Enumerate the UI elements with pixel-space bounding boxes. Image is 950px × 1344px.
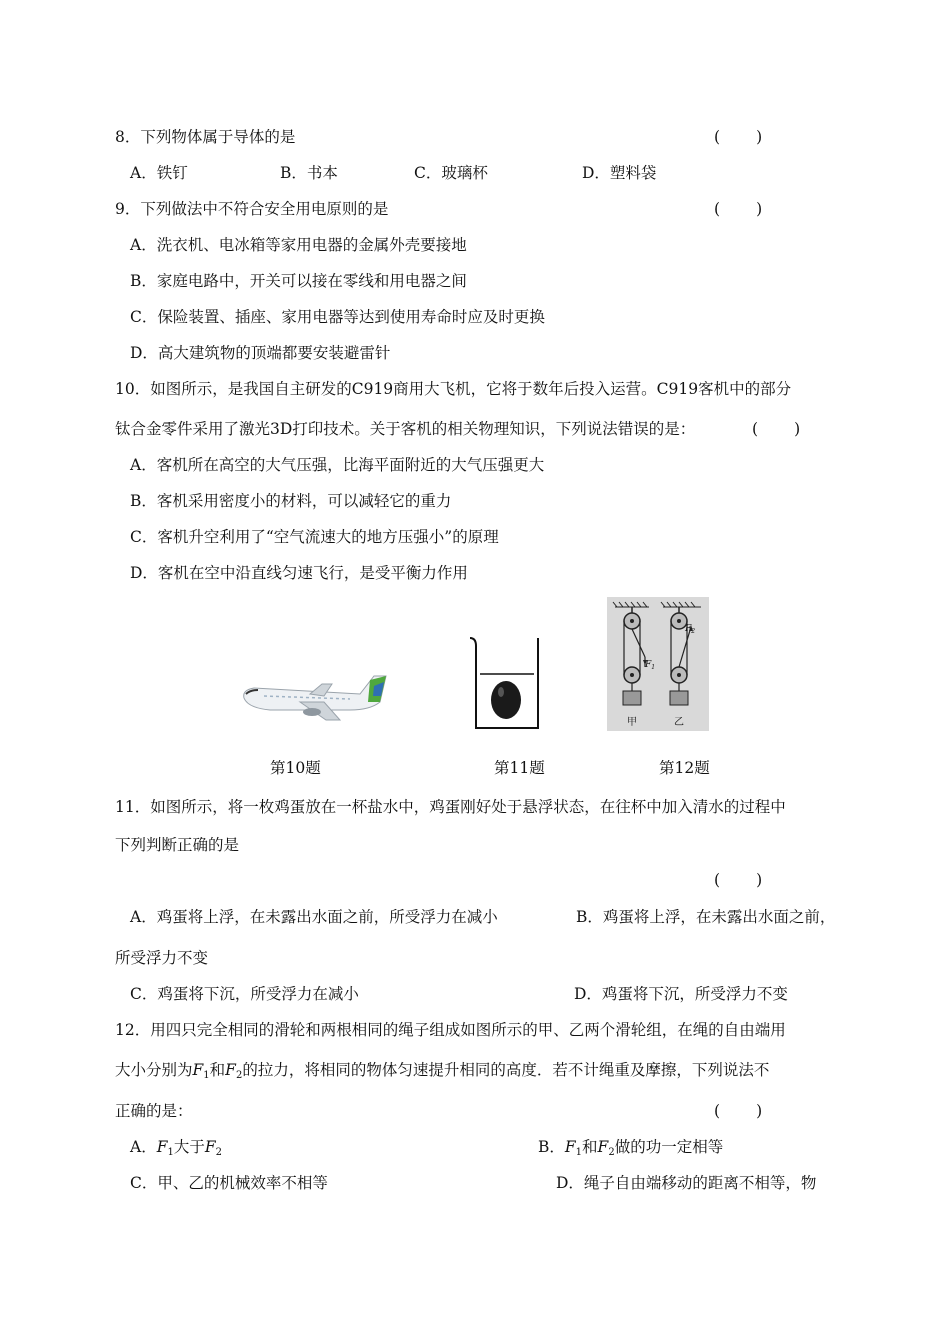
q12-stem-line2: 大小分别为$F_1$和$F_2$的拉力，将相同的物体匀速提升相同的高度．若不计绳重及摩擦，下列说法不 [115,1061,770,1081]
q8-option-a: A．铁钉 [130,164,188,182]
q9-option-d: D．高大建筑物的顶端都要安装避雷针 [130,344,391,362]
q11-answer-paren: ( ) [714,871,763,889]
pulley-label-f1: $F_1$ [645,660,656,671]
caption-figure-10: 第10题 [270,759,321,777]
q8-stem: 8．下列物体属于导体的是 [115,128,296,146]
q11-option-b-continued: 所受浮力不变 [115,949,209,967]
q8-option-c: C．玻璃杯 [414,164,488,182]
q11-option-d: D．鸡蛋将下沉，所受浮力不变 [574,985,788,1003]
q12-option-d: D．绳子自由端移动的距离不相等，物 [556,1174,817,1192]
q10-option-b: B．客机采用密度小的材料，可以减轻它的重力 [130,492,452,510]
pulley-label-f2: $F_2$ [685,624,696,635]
q10-stem-line1: 10．如图所示，是我国自主研发的C919商用大飞机，它将于数年后投入运营。C919客机中的部分 [115,380,792,398]
q11-option-a: A．鸡蛋将上浮，在未露出水面之前，所受浮力在减小 [130,908,498,926]
q10-option-d: D．客机在空中沿直线匀速飞行，是受平衡力作用 [130,564,468,582]
q12-answer-paren: ( ) [714,1102,763,1120]
q9-answer-paren: ( ) [714,200,763,218]
q8-answer-paren: ( ) [714,128,763,146]
q9-stem: 9．下列做法中不符合安全用电原则的是 [115,200,389,218]
q11-option-c: C．鸡蛋将下沉，所受浮力在减小 [130,985,359,1003]
q12-stem-line3: 正确的是： [115,1102,193,1120]
q10-option-a: A．客机所在高空的大气压强，比海平面附近的大气压强更大 [130,456,545,474]
pulley-label-jia: 甲 [627,717,637,728]
q8-option-d: D．塑料袋 [582,164,657,182]
q10-stem-line2: 钛合金零件采用了激光3D打印技术。关于客机的相关物理知识，下列说法错误的是： [115,420,696,438]
q12-option-a: A．$F_1$大于$F_2$ [130,1138,222,1158]
q12-option-b: B．$F_1$和$F_2$做的功一定相等 [538,1138,724,1158]
beaker-egg-figure [466,634,544,732]
q11-option-b: B．鸡蛋将上浮，在未露出水面之前， [576,908,836,926]
q10-answer-paren: ( ) [752,420,801,438]
q12-option-c: C．甲、乙的机械效率不相等 [130,1174,328,1192]
q11-stem-line1: 11．如图所示，将一枚鸡蛋放在一杯盐水中，鸡蛋刚好处于悬浮状态，在往杯中加入清水的过程中 [115,798,786,816]
q12-stem-line1: 12．用四只完全相同的滑轮和两根相同的绳子组成如图所示的甲、乙两个滑轮组，在绳的自由端用 [115,1021,786,1039]
q9-option-c: C．保险装置、插座、家用电器等达到使用寿命时应及时更换 [130,308,545,326]
airplane-figure [240,672,392,728]
caption-figure-12: 第12题 [659,759,710,777]
q10-option-c: C．客机升空利用了“空气流速大的地方压强小”的原理 [130,528,499,546]
pulley-label-yi: 乙 [674,717,684,728]
pulley-systems-figure [607,597,709,731]
q9-option-a: A．洗衣机、电冰箱等家用电器的金属外壳要接地 [130,236,467,254]
caption-figure-11: 第11题 [494,759,545,777]
q11-stem-line2: 下列判断正确的是 [115,836,240,854]
q8-option-b: B．书本 [280,164,338,182]
q9-option-b: B．家庭电路中，开关可以接在零线和用电器之间 [130,272,467,290]
